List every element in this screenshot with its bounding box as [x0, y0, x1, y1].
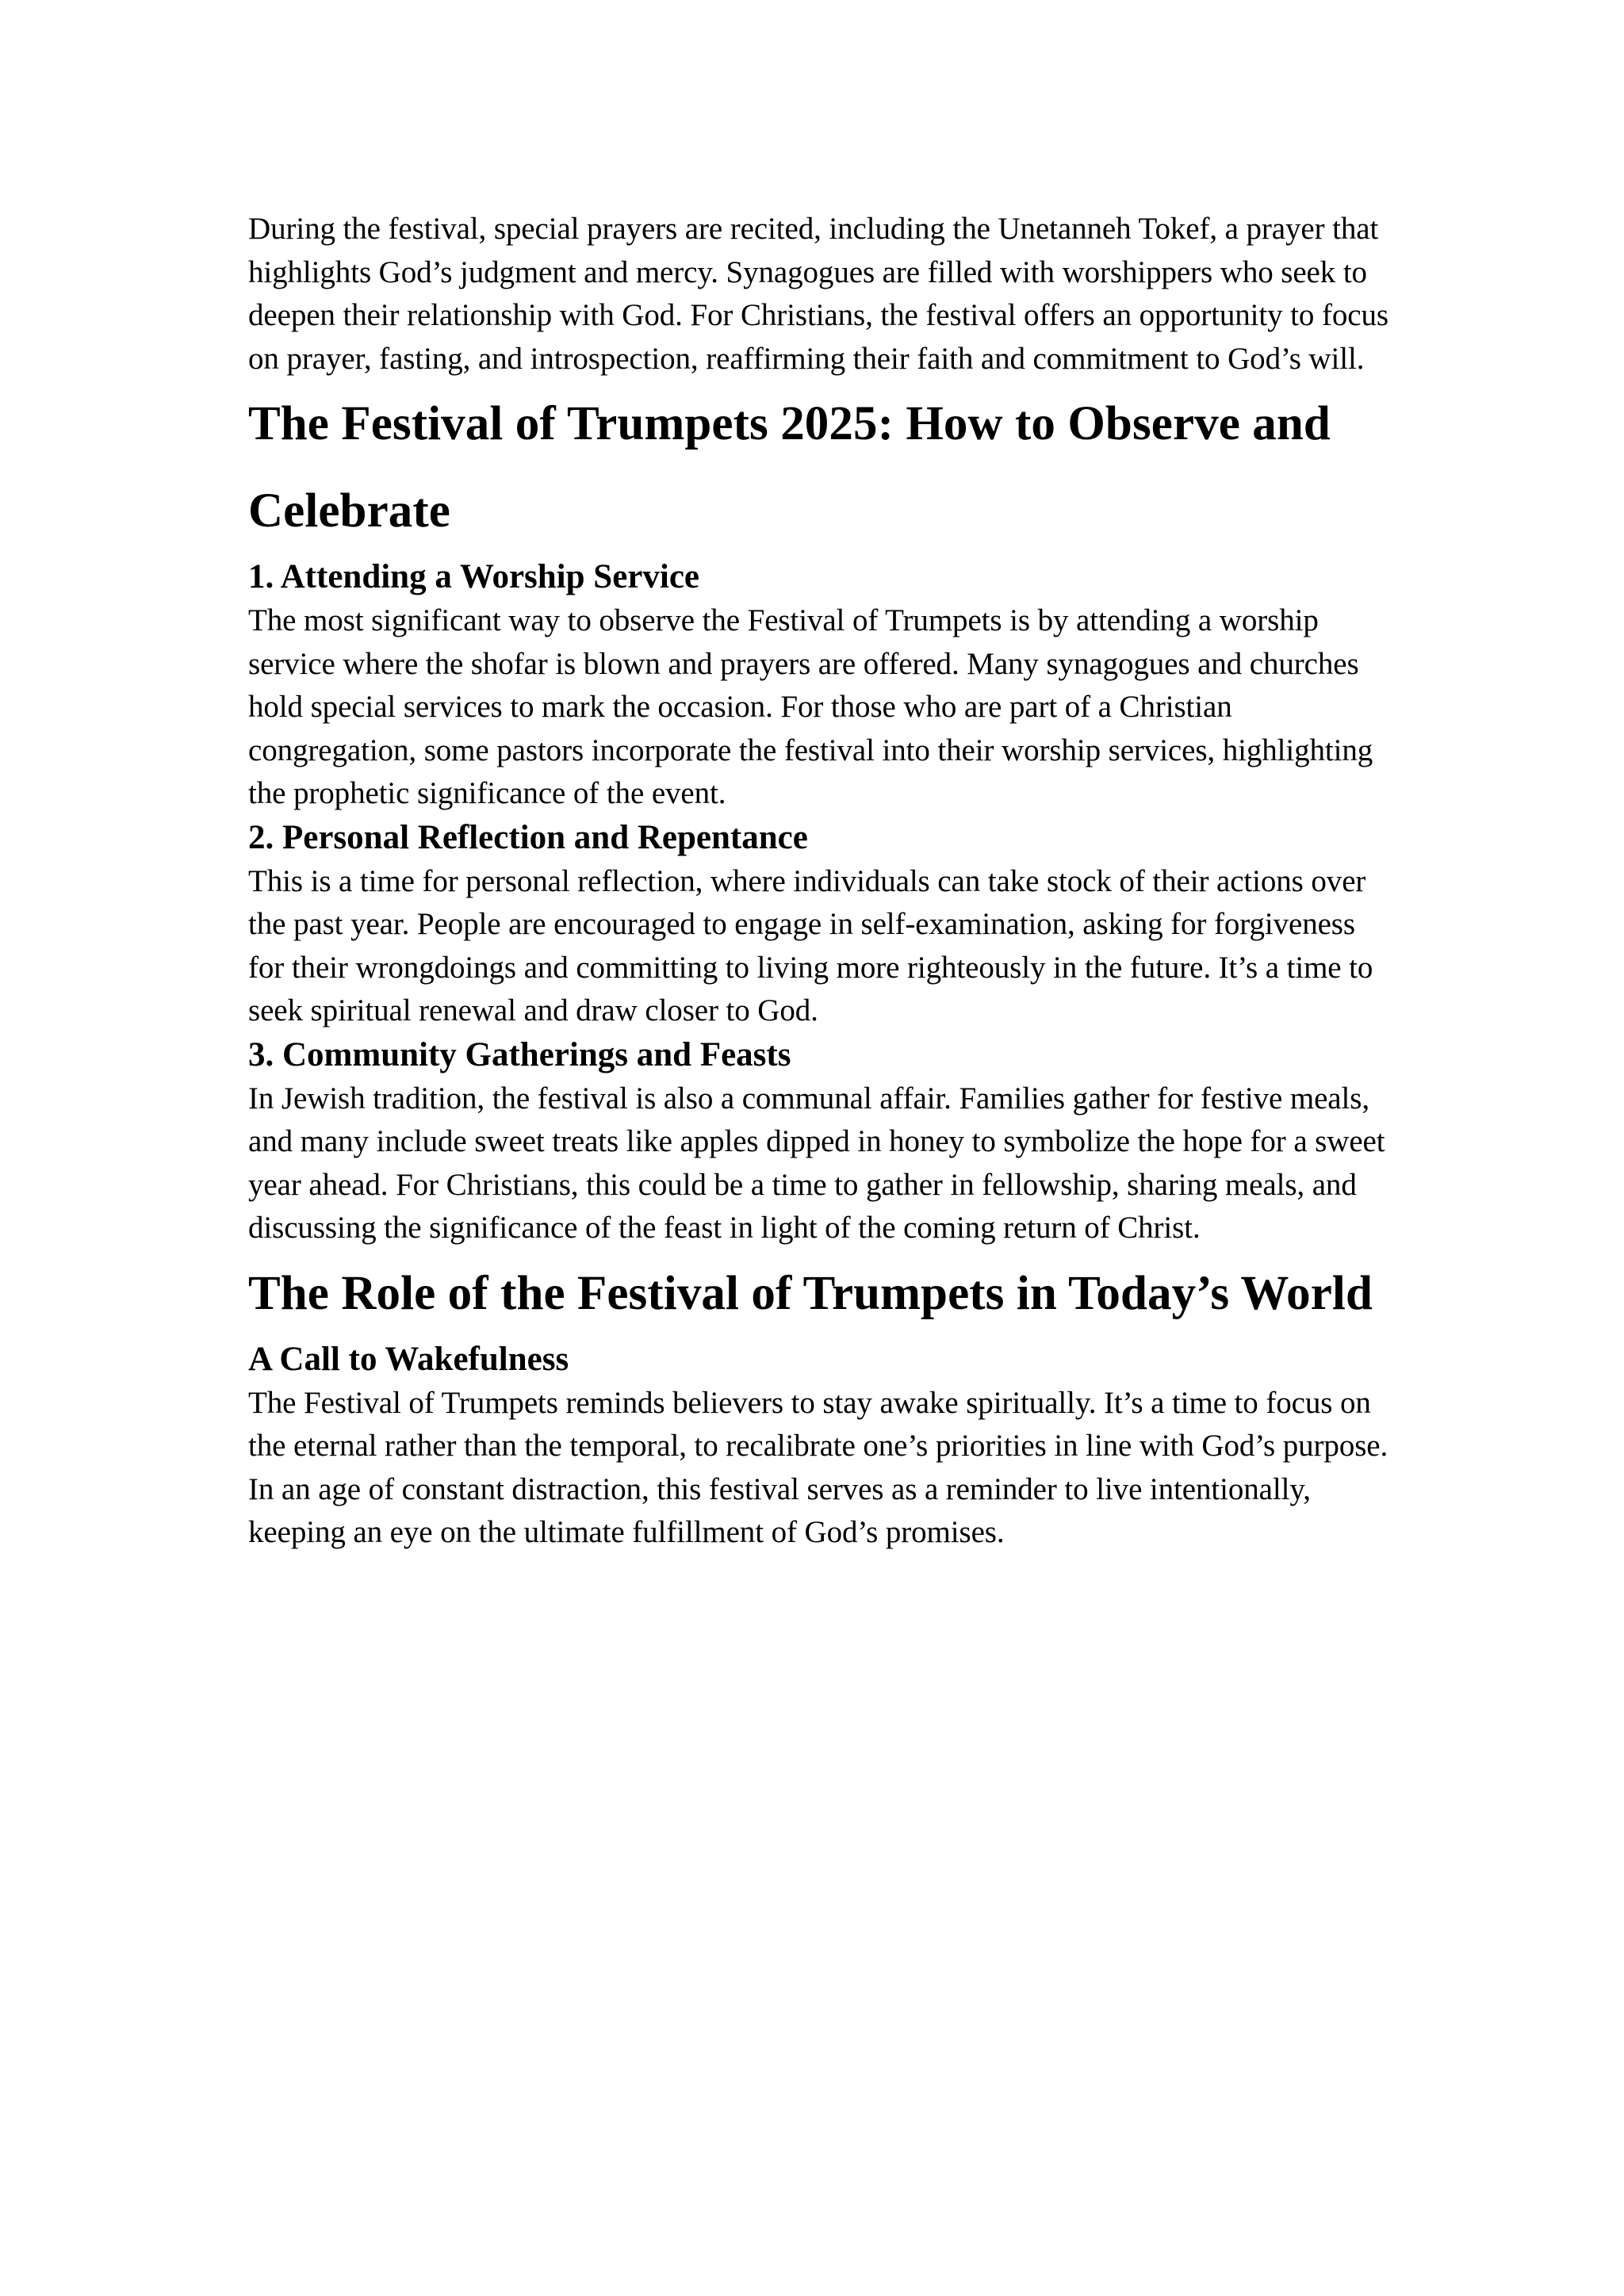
subheading-community-gatherings: 3. Community Gatherings and Feasts [248, 1035, 791, 1073]
subheading-personal-reflection: 2. Personal Reflection and Repentance [248, 818, 808, 856]
section-heading-role-today: The Role of the Festival of Trumpets in Today’s World [248, 1266, 1373, 1320]
section-heading-observe-celebrate: The Festival of Trumpets 2025: How to Observe and Celebrate [248, 397, 1331, 538]
document-body [248, 208, 1398, 1555]
paragraph-community-gatherings: In Jewish tradition, the festival is also a communal affair. Families gather for festive meals, and many include sweet treats like apples dipped in honey to symbolize the hope for a sweet year ahead. For Christians, this could be a time to gather in fellowship, sharing meals, and discussing the significance of the feast in light of the coming return of Christ. [248, 1081, 1385, 1245]
subheading-worship-service: 1. Attending a Worship Service [248, 558, 699, 595]
paragraph-call-to-wakefulness: The Festival of Trumpets reminds believers to stay awake spiritually. It’s a time to focus on the eternal rather than the temporal, to recalibrate one’s priorities in line with God’s purpose. In an age of constant distraction, this festival serves as a reminder to live intentionally, keeping an eye on the ultimate fulfillment of God’s promises. [248, 1385, 1388, 1549]
paragraph-worship-service: The most significant way to observe the Festival of Trumpets is by attending a worship service where the shofar is blown and prayers are offered. Many synagogues and churches hold special services to mark the occasion. For those who are part of a Christian congregation, some pastors incorporate the festival into their worship services, highlighting the prophetic significance of the event. [248, 603, 1373, 810]
subheading-call-to-wakefulness: A Call to Wakefulness [248, 1340, 569, 1378]
paragraph-personal-reflection: This is a time for personal reflection, where individuals can take stock of their actions over the past year. People are encouraged to engage in self-examination, asking for forgiveness for their wrongdoings and committing to living more righteously in the future. It’s a time to seek spiritual renewal and draw closer to God. [248, 863, 1373, 1027]
intro-paragraph: During the festival, special prayers are recited, including the Unetanneh Tokef, a prayer that highlights God’s judgment and mercy. Synagogues are filled with worshippers who seek to deepen their relationship with God. For Christians, the festival offers an opportunity to focus on prayer, fasting, and introspection, reaffirming their faith and commitment to God’s will. [248, 212, 1388, 376]
